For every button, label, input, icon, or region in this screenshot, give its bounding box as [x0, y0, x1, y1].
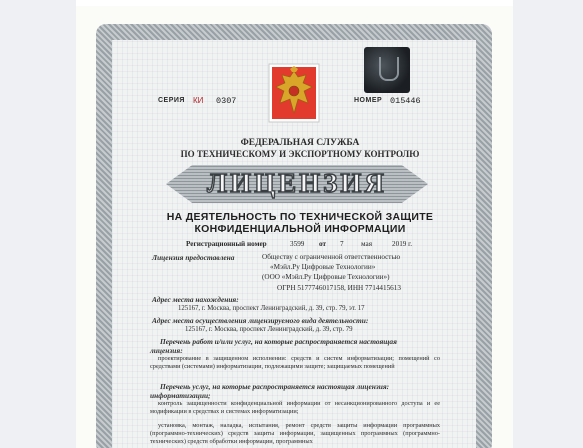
series-code: КИ [193, 96, 204, 105]
granted-label: Лицензия предоставлена [152, 253, 235, 262]
works-label-line-1: Перечень работ и/или услуг, на которые распространяется настоящая [160, 337, 397, 346]
reg-from: от [319, 240, 327, 248]
reg-year: 2019 г. [392, 240, 413, 248]
series-label: СЕРИЯ [158, 97, 185, 104]
activity-address-label: Адрес места осуществления лицензируемого вида деятельности: [152, 316, 369, 325]
granted-line-4: ОГРН 5177746017158, ИНН 7714415613 [277, 284, 401, 292]
granted-line-2: «Мэйл.Ру Цифровые Технологии» [270, 263, 376, 271]
document-title: ЛИЦЕНЗИЯ [207, 168, 387, 198]
hologram-emblem-icon [379, 57, 399, 81]
granted-line-1: Обществу с ограниченной ответственностью [262, 253, 401, 261]
series-number: 0307 [216, 96, 237, 106]
activity-address-value: 125167, г. Москва, проспект Ленинградский, д. 39, стр. 79 [185, 326, 353, 333]
agency-line-1: ФЕДЕРАЛЬНАЯ СЛУЖБА [240, 138, 360, 148]
subtitle-line-1: НА ДЕЯТЕЛЬНОСТЬ ПО ТЕХНИЧЕСКОЙ ЗАЩИТЕ [166, 211, 434, 223]
reg-day: 7 [340, 240, 344, 248]
granted-line-3: (ООО «Мэйл.Ру Цифровые Технологии») [262, 273, 390, 281]
services-label-line-1: Перечень услуг, на которые распространяется настоящая лицензия: [160, 382, 390, 391]
reg-label: Регистрационный номер [186, 240, 267, 248]
coat-of-arms-icon [268, 63, 320, 123]
services-label-line-2: информатизации; [150, 391, 211, 400]
agency-line-2: ПО ТЕХНИЧЕСКОМУ И ЭКСПОРТНОМУ КОНТРОЛЮ [180, 149, 420, 159]
number-value: 015446 [390, 96, 421, 106]
reg-month: мая [361, 240, 372, 248]
works-label-line-2: лицензия: [150, 346, 183, 355]
services-text-1: контроль защищенности конфиденциальной информации от несанкционированного доступа и ее модификации в средствах и системах информатизации; [150, 400, 440, 415]
subtitle-line-2: КОНФИДЕНЦИАЛЬНОЙ ИНФОРМАЦИИ [194, 223, 406, 235]
address-value: 125167, г. Москва, проспект Ленинградский, д. 39, стр. 79, эт. 17 [178, 305, 365, 312]
right-margin [513, 0, 583, 448]
address-label: Адрес места нахождения: [152, 295, 239, 304]
reg-number: 3599 [290, 240, 305, 248]
services-text-2: установка, монтаж, наладка, испытания, ремонт средств защиты информации программных (программно-технических) средств защиты информации, защищенных программных (программно-технических) средств обработки информации, программных [150, 422, 440, 445]
left-margin [0, 0, 76, 448]
works-text: проектирование в защищенном исполнении: средств и систем информатизации; помещений со средствами (системами) информатизации, подлежащими защите; защищаемых помещений [150, 355, 440, 370]
number-label: НОМЕР [354, 97, 383, 104]
